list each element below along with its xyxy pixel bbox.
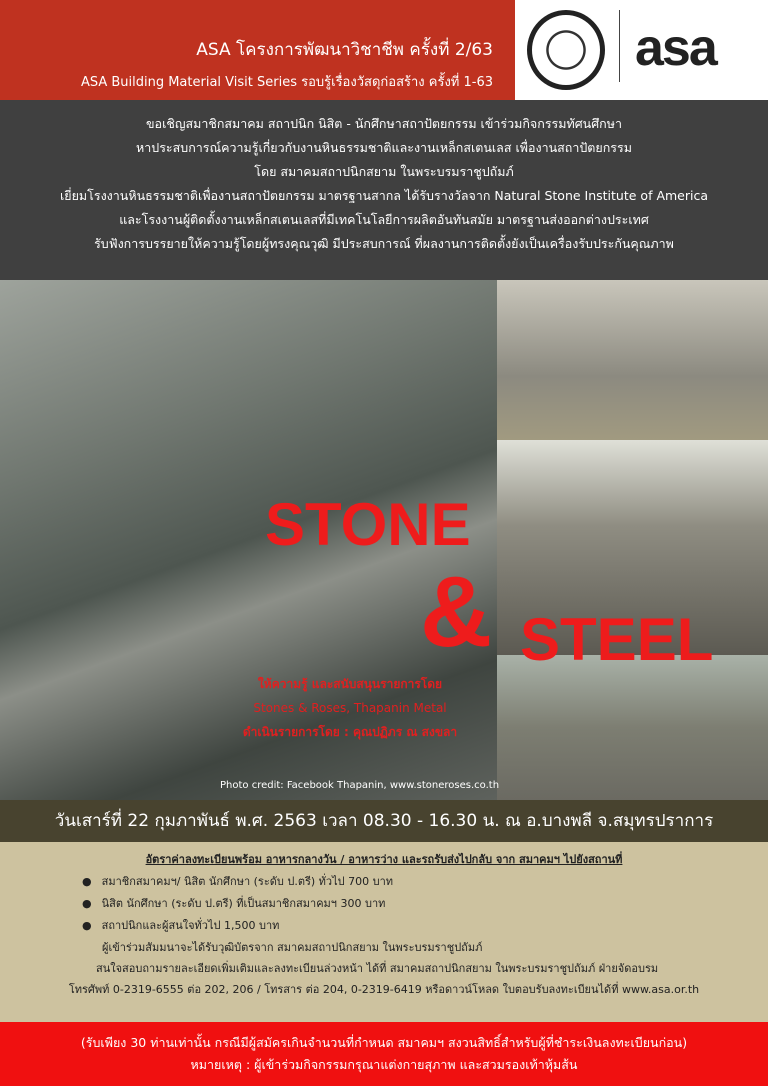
intro-text: [0, 100, 768, 280]
header-subtitle: ASA Building Material Visit Series รอบรู้เรื่องวัสดุก่อสร้าง ครั้งที่ 1-63: [80, 75, 493, 90]
photo-credit: Photo credit: Facebook Thapanin, www.stoneroses.co.th: [220, 780, 500, 791]
fee-list: [82, 874, 768, 934]
fee-item: ● นิสิต นักศึกษา (ระดับ ป.ตรี) ที่เป็นสมาชิกสมาคมฯ 300 บาท: [82, 896, 768, 912]
capacity-note: (รับเพียง 30 ท่านเท่านั้น กรณีมีผู้สมัครเกินจำนวนที่กำหนด สมาคมฯ สงวนสิทธิ์สำหรับผู้ที่ชำระเงินลงทะเบียนก่อน): [80, 1035, 688, 1050]
registration-info: [0, 842, 768, 1022]
intro-line: หาประสบการณ์ความรู้เกี่ยวกับงานหินธรรมชาติและงานเหล็กสเตนเลส เพื่องานสถาปัตยกรรม: [136, 140, 632, 155]
host: ดำเนินรายการโดย : คุณปฏิภร ณ สงขลา: [242, 725, 458, 739]
hero-word-stone: STONE: [265, 491, 471, 558]
intro-line: ขอเชิญสมาชิกสมาคม สถาปนิก นิสิต - นักศึกษาสถาปัตยกรรม เข้าร่วมกิจกรรมทัศนศึกษา: [146, 116, 622, 131]
fee-item: ● สมาชิกสมาคมฯ/ นิสิต นักศึกษา (ระดับ ป.ตรี) ทั่วไป 700 บาท: [82, 874, 768, 890]
dress-code-note: หมายเหตุ : ผู้เข้าร่วมกิจกรรมกรุณาแต่งกายสุภาพ และสวมรองเท้าหุ้มส้น: [190, 1057, 578, 1072]
contact-info: โทรศัพท์ 0-2319-6555 ต่อ 202, 206 / โทรสาร ต่อ 204, 0-2319-6419 หรือดาวน์โหลด ใบตอบรับลงทะเบียนได้ที่ www.asa.or.th: [68, 983, 700, 996]
asa-seal-logo: [527, 10, 605, 90]
factory-visit-photo: [497, 280, 768, 440]
intro-line: โดย สมาคมสถาปนิกสยาม ในพระบรมราชูปถัมภ์: [254, 164, 514, 179]
certificate-note: ผู้เข้าร่วมสัมมนาจะได้รับวุฒิบัตรจาก สมาคมสถาปนิกสยาม ในพระบรมราชูปถัมภ์: [102, 941, 483, 954]
footer-notice: [0, 1022, 768, 1086]
enquiry-note: สนใจสอบถามรายละเอียดเพิ่มเติมและลงทะเบียนล่วงหน้า ได้ที่ สมาคมสถาปนิกสยาม ในพระบรมราชูปถัมภ์ ฝ่ายจัดอบรม: [96, 962, 659, 975]
asa-logo: asa: [635, 19, 716, 77]
hero-word-steel: STEEL: [520, 606, 714, 673]
intro-line: และโรงงานผู้ติดตั้งงานเหล็กสเตนเลสที่มีเทคโนโลยีการผลิตอันทันสมัย มาตรฐานส่งออกต่างประเทศ: [119, 212, 649, 227]
sponsors: Stones & Roses, Thapanin Metal: [253, 701, 447, 715]
header-title: ASA โครงการพัฒนาวิชาชีพ ครั้งที่ 2/63: [196, 40, 493, 60]
header-banner: [0, 0, 515, 100]
photo-collage: [0, 280, 768, 800]
event-date: วันเสาร์ที่ 22 กุมภาพันธ์ พ.ศ. 2563 เวลา 08.30 - 16.30 น. ณ อ.บางพลี จ.สมุทรปราการ: [0, 800, 768, 842]
hero-ampersand: &: [420, 556, 493, 668]
steel-demo-photo: [497, 655, 768, 800]
sponsor-label: ให้ความรู้ และสนับสนุนรายการโดย: [257, 677, 443, 691]
fee-heading: อัตราค่าลงทะเบียนพร้อม อาหารกลางวัน / อาหารว่าง และรถรับส่งไปกลับ จาก สมาคมฯ ไปยังสถานที่: [145, 853, 623, 866]
fee-item: ● สถาปนิกและผู้สนใจทั่วไป 1,500 บาท: [82, 918, 768, 934]
intro-line: รับฟังการบรรยายให้ความรู้โดยผู้ทรงคุณวุฒิ มีประสบการณ์ ที่ผลงานการติดตั้งยังเป็นเครื่องรับประกันคุณภาพ: [94, 236, 674, 251]
intro-line: เยี่ยมโรงงานหินธรรมชาติเพื่องานสถาปัตยกรรม มาตรฐานสากล ได้รับรางวัลจาก Natural Stone Institute of America: [59, 188, 709, 203]
logo-area: [515, 0, 768, 100]
logo-divider: [619, 10, 620, 82]
